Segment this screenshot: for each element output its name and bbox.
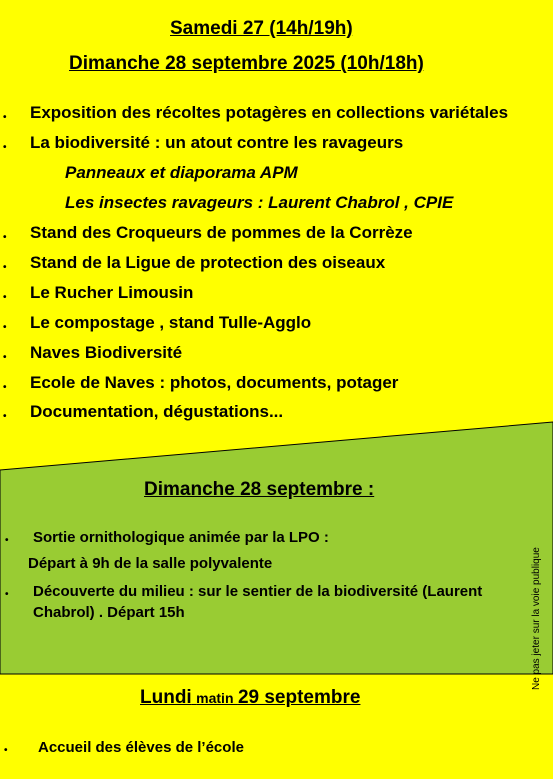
bullet-icon: • — [3, 232, 7, 243]
sunday-item: Découverte du milieu : sur le sentier de la biodiversité (Laurent — [33, 583, 483, 600]
list-item: Le Rucher Limousin — [30, 283, 194, 302]
bullet-icon: • — [4, 745, 8, 756]
sunday-item-continuation: Chabrol) . Départ 15h — [33, 604, 185, 621]
bullet-icon: • — [3, 322, 7, 333]
sunday-item: Sortie ornithologique animée par la LPO : — [33, 529, 329, 546]
sub-item: Les insectes ravageurs : Laurent Chabrol , CPIE — [65, 193, 454, 212]
list-item: Stand des Croqueurs de pommes de la Corrèze — [30, 223, 413, 242]
sub-item: Panneaux et diaporama APM — [65, 163, 298, 182]
bullet-icon: • — [3, 382, 7, 393]
bullet-icon: • — [3, 352, 7, 363]
monday-section-title — [140, 687, 360, 709]
header-line-1: Samedi 27 (14h/19h) — [170, 18, 353, 39]
bullet-icon: • — [3, 262, 7, 273]
list-item: Naves Biodiversité — [30, 343, 183, 362]
list-item: La biodiversité : un atout contre les ravageurs — [30, 133, 404, 152]
sunday-item-detail: Départ à 9h de la salle polyvalente — [28, 555, 273, 572]
list-item: Ecole de Naves : photos, documents, potager — [30, 373, 399, 392]
bullet-icon: • — [3, 292, 7, 303]
bullet-icon: • — [5, 589, 9, 600]
bullet-icon: • — [3, 411, 7, 422]
header-line-2: Dimanche 28 septembre 2025 (10h/18h) — [69, 53, 424, 74]
bullet-icon: • — [3, 112, 7, 123]
list-item: Documentation, dégustations... — [30, 402, 284, 421]
bullet-icon: • — [3, 142, 7, 153]
side-note: Ne pas jeter sur la voie publique — [531, 547, 542, 690]
monday-item: Accueil des élèves de l’école — [38, 739, 244, 756]
list-item: Stand de la Ligue de protection des oiseaux — [30, 253, 386, 272]
list-item: Exposition des récoltes potagères en collections variétales — [30, 103, 509, 122]
list-item: Le compostage , stand Tulle-Agglo — [30, 313, 312, 332]
monday-title-small: matin — [196, 690, 234, 706]
bullet-icon: • — [5, 535, 9, 546]
monday-title-rest: 29 septembre — [237, 687, 361, 708]
monday-title-day: Lundi — [140, 687, 192, 708]
sunday-section-title: Dimanche 28 septembre : — [144, 479, 375, 500]
